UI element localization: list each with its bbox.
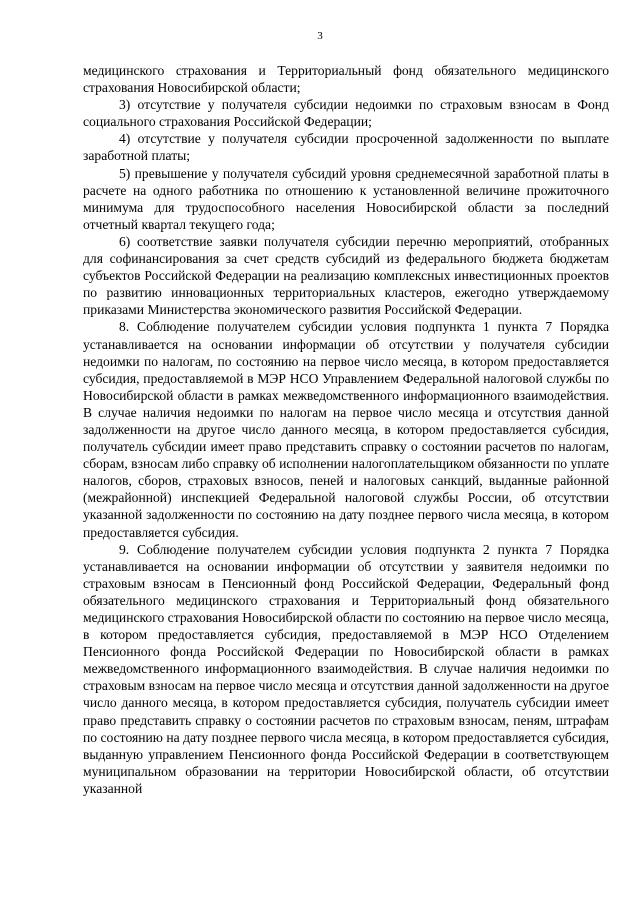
- paragraph-item-6: 6) соответствие заявки получателя субсидии перечню мероприятий, отобранных для софинансирования за счет средств субсидий из федерального бюджета бюджетам субъектов Российской Федерации на реализацию комплексных инвестиционных проектов по развитию инновационных территориальных кластеров, ежегодно утверждаемому приказами Министерства экономического развития Российской Федерации.: [83, 233, 609, 318]
- paragraph-section-8: 8. Соблюдение получателем субсидии условия подпункта 1 пункта 7 Порядка устанавливается на основании информации об отсутствии у получателя субсидии недоимки по налогам, по состоянию на первое число месяца, в котором предоставляется субсидия, предоставляемой в МЭР НСО Управлением Федеральной налоговой службы по Новосибирской области в рамках межведомственного информационного взаимодействия. В случае наличия недоимки по налогам на первое число месяца и отсутствия данной задолженности на другое число данного месяца, в котором предоставляется субсидия, получатель субсидии имеет право представить справку о состоянии расчетов по налогам, сборам, взносам либо справку об исполнении налогоплательщиком обязанности по уплате налогов, сборов, страховых взносов, пеней и налоговых санкций, выданные районной (межрайонной) инспекцией Федеральной налоговой службы России, об отсутствии указанной задолженности по состоянию на дату позднее первого числа месяца, в котором предоставляется субсидия.: [83, 319, 609, 540]
- paragraph-item-3: 3) отсутствие у получателя субсидии недоимки по страховым взносам в Фонд социального страхования Российской Федерации;: [83, 97, 609, 130]
- page-number: 3: [317, 30, 323, 42]
- paragraph-section-9: 9. Соблюдение получателем субсидии условия подпункта 2 пункта 7 Порядка устанавливается на основании информации об отсутствии у заявителя недоимки по страховым взносам в Пенсионный фонд Российской Федерации, Федеральный фонд обязательного медицинского страхования и Территориальный фонд обязательного медицинского страхования Новосибирской области по состоянию на первое число месяца, в котором предоставляется субсидия, предоставляемой в МЭР НСО Отделением Пенсионного фонда Российской Федерации по Новосибирской области в рамках межведомственного информационного взаимодействия. В случае наличия недоимки по страховым взносам на первое число месяца и отсутствия данной задолженности на другое число данного месяца, в котором предоставляется субсидия, получатель субсидии имеет право представить справку о состоянии расчетов по страховым взносам, пеням, штрафам по состоянию на дату позднее первого числа месяца, в котором предоставляется субсидия, выданную управлением Пенсионного фонда Российской Федерации в соответствующем муниципальном образовании на территории Новосибирской области, об отсутствии указанной: [83, 541, 609, 796]
- document-body: [83, 62, 609, 797]
- paragraph-continuation: медицинского страхования и Территориальный фонд обязательного медицинского страхования Новосибирской области;: [83, 63, 609, 96]
- paragraph-item-4: 4) отсутствие у получателя субсидии просроченной задолженности по выплате заработной платы;: [83, 131, 609, 164]
- paragraph-item-5: 5) превышение у получателя субсидий уровня среднемесячной заработной платы в расчете на одного работника по отношению к установленной величине прожиточного минимума для трудоспособного населения Новосибирской области за последний отчетный квартал текущего года;: [83, 165, 609, 232]
